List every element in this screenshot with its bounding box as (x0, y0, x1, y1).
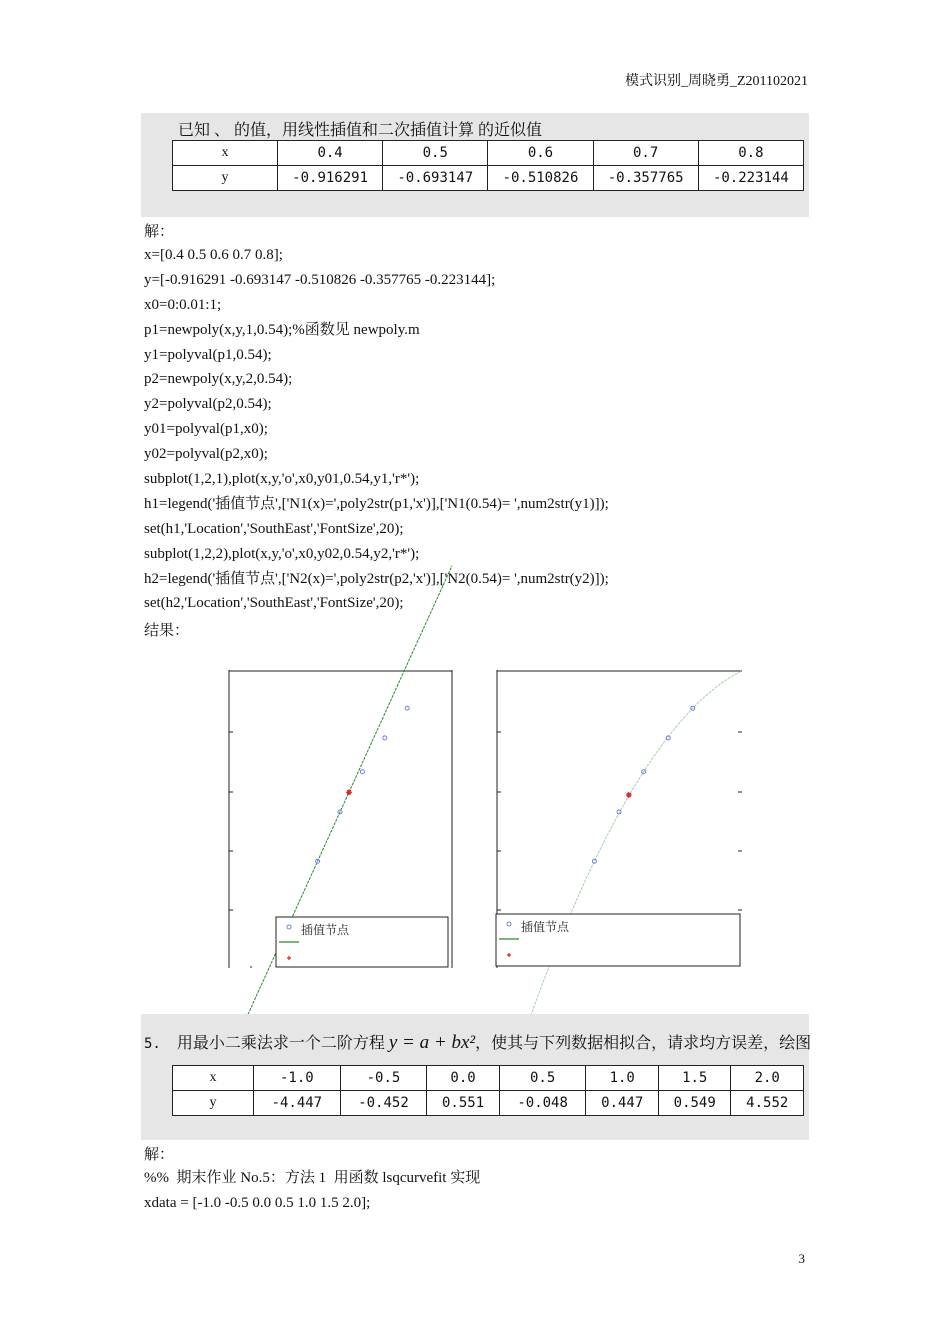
table-cell-x: 0.0 (427, 1066, 500, 1091)
table-row-y (173, 166, 804, 191)
table-cell-x: 0.8 (698, 141, 803, 166)
legend-label-node: 插值节点 (301, 923, 350, 937)
page-number: 3 (798, 1251, 805, 1266)
legend-label-node: 插值节点 (521, 920, 570, 934)
plot-linear-interpolation (228, 670, 454, 970)
y-label: y (173, 1091, 254, 1116)
table-cell-y: -0.357765 (593, 166, 698, 191)
problem4-code (144, 243, 609, 616)
code-line: %% 期末作业 No.5：方法 1 用函数 lsqcurvefit 实现 (144, 1170, 481, 1186)
data-point-node (383, 736, 387, 740)
table-cell-y: -0.048 (499, 1091, 586, 1116)
table-row-x (173, 1066, 804, 1091)
table-row-x (173, 141, 804, 166)
table-row-y (173, 1091, 804, 1116)
table-cell-x: 2.0 (731, 1066, 804, 1091)
x-label: x (173, 141, 278, 166)
code-line: p1=newpoly(x,y,1,0.54);%函数见 newpoly.m (144, 321, 420, 338)
code-line: y=[-0.916291 -0.693147 -0.510826 -0.357765 -0.223144]; (144, 271, 496, 288)
table-cell-x: 1.5 (658, 1066, 731, 1091)
data-point-node (592, 859, 596, 863)
code-line: set(h2,'Location','SouthEast','FontSize',20); (144, 595, 404, 612)
code-line: y2=polyval(p2,0.54); (144, 396, 272, 413)
table-cell-x: 0.7 (593, 141, 698, 166)
code-line: y1=polyval(p1,0.54); (144, 346, 272, 363)
code-line: h1=legend('插值节点',['N1(x)=',poly2str(p1,'x')],['N1(0.54)= ',num2str(y1)]); (144, 495, 609, 512)
table-cell-x: -0.5 (340, 1066, 427, 1091)
data-point-node (360, 770, 364, 774)
code-line: subplot(1,2,1),plot(x,y,'o',x0,y01,0.54,y1,'r*'); (144, 471, 420, 488)
x-label: x (173, 1066, 254, 1091)
table-cell-y: -0.452 (340, 1091, 427, 1116)
code-line: x=[0.4 0.5 0.6 0.7 0.8]; (144, 247, 283, 263)
table-cell-x: 0.5 (499, 1066, 586, 1091)
problem5-text-before: 用最小二乘法求一个二阶方程 (176, 1035, 385, 1052)
data-point-node (405, 706, 409, 710)
code-line: xdata = [-1.0 -0.5 0.0 0.5 1.0 1.5 2.0]; (144, 1194, 371, 1211)
table-cell-y: 4.552 (731, 1091, 804, 1116)
table-cell-y: -0.693147 (383, 166, 488, 191)
code-line: h2=legend('插值节点',['N2(x)=',poly2str(p2,'x')],['N2(0.54)= ',num2str(y2)]); (144, 570, 609, 587)
table-cell-x: 0.6 (488, 141, 593, 166)
table-cell-y: -4.447 (254, 1091, 341, 1116)
problem4-solution-label: 解： (144, 224, 175, 240)
code-line: x0=0:0.01:1; (144, 296, 222, 313)
table-cell-y: -0.510826 (488, 166, 593, 191)
code-line: y02=polyval(p2,x0); (144, 446, 268, 463)
table-cell-x: -1.0 (254, 1066, 341, 1091)
problem5-code (144, 1166, 480, 1216)
problem5-table (172, 1065, 804, 1116)
problem4-statement: 已知 、 的值，用线性插值和二次插值计算 的近似值 (178, 122, 543, 139)
problem5-solution-label: 解： (144, 1147, 175, 1163)
table-cell-x: 1.0 (586, 1066, 659, 1091)
interpolated-point-star (346, 789, 352, 795)
code-line: y01=polyval(p1,x0); (144, 421, 268, 438)
table-cell-y: -0.916291 (278, 166, 383, 191)
code-line: subplot(1,2,2),plot(x,y,'o',x0,y02,0.54,y2,'r*'); (144, 545, 420, 562)
code-line: p2=newpoly(x,y,2,0.54); (144, 371, 293, 388)
table-cell-y: 0.551 (427, 1091, 500, 1116)
table-cell-x: 0.5 (383, 141, 488, 166)
table-cell-y: 0.447 (586, 1091, 659, 1116)
problem5-number: 5. (144, 1036, 161, 1052)
problem5-statement (144, 1030, 811, 1054)
table-cell-y: 0.549 (658, 1091, 731, 1116)
code-line: set(h1,'Location','SouthEast','FontSize',20); (144, 520, 404, 537)
table-cell-y: -0.223144 (698, 166, 803, 191)
fit-line-n1 (228, 566, 452, 1059)
plot-quadratic-interpolation (496, 670, 744, 970)
page-header: 模式识别_周晓勇_Z201102021 (624, 74, 808, 89)
table-cell-x: 0.4 (278, 141, 383, 166)
y-label: y (173, 166, 278, 191)
problem4-result-label: 结果： (144, 623, 190, 639)
problem4-table (172, 140, 804, 191)
problem5-text-after: ，使其与下列数据相拟合，请求均方误差，绘图 (475, 1035, 812, 1052)
problem5-equation: y = a + bx² (388, 1032, 476, 1053)
